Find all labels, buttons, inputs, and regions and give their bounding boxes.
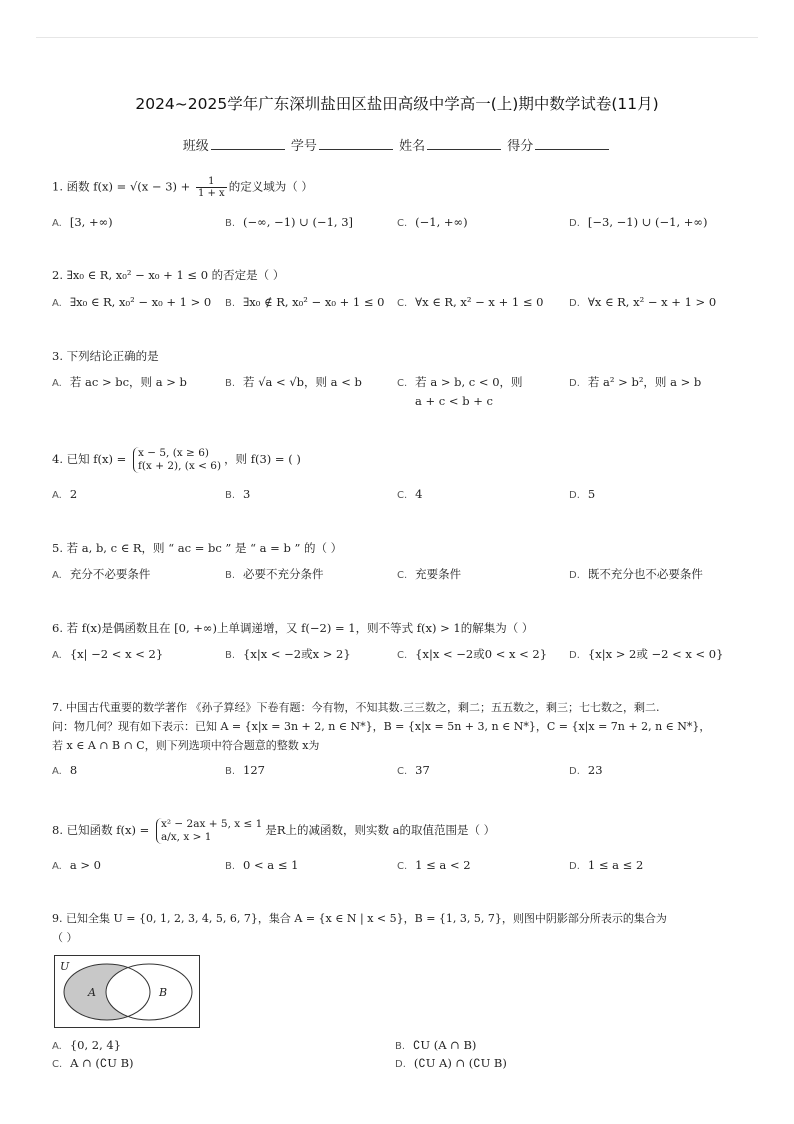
option-label: C.	[397, 650, 408, 661]
option-text: ∁U (A ∩ B)	[413, 1038, 477, 1052]
option-label: B.	[395, 1041, 406, 1052]
q6-option-b[interactable]	[225, 646, 351, 664]
option-label: D.	[569, 218, 580, 229]
q4-piecewise	[133, 447, 221, 473]
option-label: D.	[569, 378, 580, 389]
q4-option-c[interactable]	[397, 486, 423, 504]
header-rule	[36, 37, 758, 38]
id-field[interactable]	[319, 139, 393, 150]
name-label: 姓名	[399, 139, 426, 154]
option-label: C.	[397, 490, 408, 501]
option-text: 127	[243, 763, 265, 777]
option-text: 1 ≤ a < 2	[415, 858, 471, 872]
option-label: C.	[52, 1059, 63, 1070]
venn-b-label: B	[159, 986, 168, 999]
q4-case-1: x − 5, (x ≥ 6)	[137, 447, 209, 459]
question-2-stem: 2. ∃x₀ ∈ R, x₀² − x₀ + 1 ≤ 0 的否定是（ ）	[52, 268, 285, 282]
option-label: A.	[52, 218, 62, 229]
q1-stem-start: 1. 函数 f(x) = √(x − 3) +	[52, 179, 194, 194]
option-text: [3, +∞)	[69, 215, 113, 229]
question-3-stem: 3. 下列结论正确的是	[52, 349, 159, 363]
page-title: 2024~2025学年广东深圳盐田区盐田高级中学高一(上)期中数学试卷(11月)	[135, 95, 659, 113]
option-text: a > 0	[69, 858, 101, 872]
option-label: D.	[569, 570, 580, 581]
option-text: {x|x < −2或x > 2}	[243, 647, 351, 661]
question-7-stem-line1: 7. 中国古代重要的数学著作 《孙子算经》下卷有题：今有物，不知其数.三三数之，剩二；五五数之，剩三；七七数之，剩二.	[52, 701, 660, 714]
option-text: ∀x ∈ R, x² − x + 1 ≤ 0	[415, 295, 544, 309]
q7-option-d[interactable]	[569, 762, 603, 780]
option-text: 0 < a ≤ 1	[243, 858, 299, 872]
option-text: ∃x₀ ∉ R, x₀² − x₀ + 1 ≤ 0	[243, 295, 385, 309]
q3-option-b[interactable]	[225, 374, 362, 392]
option-text: 2	[69, 487, 78, 501]
id-label: 学号	[290, 139, 317, 154]
q4-case-2: f(x + 2), (x < 6)	[137, 460, 222, 472]
question-9-stem-line1: 9. 已知全集 U = {0, 1, 2, 3, 4, 5, 6, 7}，集合 A = {x ∈ N | x < 5}，B = {1, 3, 5, 7}，则图中阴影部分所表示的集合为	[52, 912, 667, 925]
option-text: A ∩ (∁U B)	[70, 1056, 134, 1070]
option-text: ∃x₀ ∈ R, x₀² − x₀ + 1 > 0	[69, 295, 212, 309]
score-field[interactable]	[535, 139, 609, 150]
question-7-stem-line2: 问：物几何？现有如下表示：已知 A = {x|x = 3n + 2, n ∈ N*}，B = {x|x = 5n + 3, n ∈ N*}，C = {x|x = 7n + 2, n ∈ N*}，	[52, 720, 711, 733]
q3-option-c[interactable]	[397, 374, 523, 392]
q7-option-b[interactable]	[225, 762, 265, 780]
option-label: D.	[569, 298, 580, 309]
q2-option-a[interactable]	[52, 294, 211, 312]
q1-frac-num: 1	[196, 176, 227, 188]
question-4-stem	[52, 447, 301, 473]
q1-stem-end: 的定义域为（ ）	[228, 179, 313, 194]
q4-stem-start: 4. 已知 f(x) =	[52, 452, 130, 466]
option-text: {x|x < −2或0 < x < 2}	[415, 647, 548, 661]
option-text: 若 ac > bc，则 a > b	[69, 375, 187, 389]
q4-option-b[interactable]	[225, 486, 250, 504]
option-label: B.	[225, 378, 236, 389]
q8-case-1: x² − 2ax + 5, x ≤ 1	[160, 818, 263, 830]
option-label: D.	[569, 490, 580, 501]
q7-option-a[interactable]	[52, 762, 77, 780]
option-text: 必要不充分条件	[243, 567, 324, 581]
q9-option-a[interactable]	[52, 1037, 121, 1055]
option-text: 若 a > b, c < 0，则	[415, 375, 523, 389]
option-text: 既不充分也不必要条件	[587, 567, 703, 581]
option-label: D.	[569, 650, 580, 661]
q1-fraction	[196, 176, 227, 199]
q9-option-b[interactable]	[395, 1037, 476, 1055]
option-label: A.	[52, 1041, 62, 1052]
option-label: C.	[397, 861, 408, 872]
option-label: B.	[225, 490, 236, 501]
question-8-stem	[52, 818, 495, 844]
option-label: A.	[52, 298, 62, 309]
q6-option-a[interactable]	[52, 646, 163, 664]
option-label: C.	[397, 298, 408, 309]
option-label: C.	[397, 218, 408, 229]
option-label: B.	[225, 570, 236, 581]
q8-option-a[interactable]	[52, 857, 101, 875]
option-text: 若 √a < √b，则 a < b	[243, 375, 362, 389]
option-label: A.	[52, 378, 62, 389]
option-label: D.	[395, 1059, 406, 1070]
option-label: B.	[225, 650, 236, 661]
q3-option-d[interactable]	[569, 374, 701, 392]
venn-svg	[55, 956, 199, 1027]
q1-option-d[interactable]	[569, 214, 707, 232]
option-text: 充分不必要条件	[69, 567, 151, 581]
q2-option-d[interactable]	[569, 294, 716, 312]
option-text: 3	[243, 487, 251, 501]
option-text: 1 ≤ a ≤ 2	[587, 858, 644, 872]
q9-option-d[interactable]	[395, 1055, 507, 1073]
q8-option-c[interactable]	[397, 857, 471, 875]
option-text: 若 a² > b²，则 a > b	[587, 375, 702, 389]
option-label: A.	[52, 570, 62, 581]
name-field[interactable]	[427, 139, 501, 150]
option-label: B.	[225, 218, 236, 229]
option-text: 23	[587, 763, 603, 777]
option-label: B.	[225, 298, 236, 309]
q1-frac-den: 1 + x	[197, 188, 225, 199]
q5-option-a[interactable]	[52, 566, 150, 584]
option-text: (−1, +∞)	[415, 215, 468, 229]
option-text: 5	[587, 487, 596, 501]
q8-stem-end: 是R上的减函数，则实数 a的取值范围是（ ）	[265, 823, 496, 837]
option-label: C.	[397, 378, 408, 389]
question-7-stem-line3: 若 x ∈ A ∩ B ∩ C，则下列选项中符合题意的整数 x为	[52, 739, 320, 752]
question-6-stem: 6. 若 f(x)是偶函数且在 [0, +∞)上单调递增，又 f(−2) = 1，则不等式 f(x) > 1的解集为（ ）	[52, 621, 534, 635]
option-text: ∀x ∈ R, x² − x + 1 > 0	[587, 295, 717, 309]
option-text: (∁U A) ∩ (∁U B)	[413, 1056, 507, 1070]
class-field[interactable]	[211, 139, 285, 150]
q1-option-c[interactable]	[397, 214, 468, 232]
venn-u-label: U	[60, 960, 70, 973]
q5-option-c[interactable]	[397, 566, 461, 584]
option-text: 4	[415, 487, 423, 501]
venn-a-label: A	[88, 986, 96, 999]
q6-option-d[interactable]	[569, 646, 723, 664]
option-text: 37	[415, 763, 430, 777]
option-label: C.	[397, 766, 408, 777]
option-text: {0, 2, 4}	[69, 1038, 122, 1052]
q3-option-a[interactable]	[52, 374, 187, 392]
class-label: 班级	[182, 139, 209, 154]
student-info-line	[0, 135, 794, 154]
q5-option-d[interactable]	[569, 566, 703, 584]
q2-option-b[interactable]	[225, 294, 384, 312]
option-text: 8	[69, 763, 78, 777]
option-label: A.	[52, 650, 62, 661]
question-5-stem: 5. 若 a, b, c ∈ R，则 “ ac = bc ” 是 “ a = b ” 的（ ）	[52, 541, 343, 555]
option-label: B.	[225, 861, 236, 872]
option-label: C.	[397, 570, 408, 581]
option-text: (−∞, −1) ∪ (−1, 3]	[243, 215, 353, 229]
q3-option-c-line2: a + c < b + c	[415, 394, 493, 408]
q8-stem-start: 8. 已知函数 f(x) =	[52, 823, 153, 837]
q9-option-c[interactable]	[52, 1055, 134, 1073]
q1-option-b[interactable]	[225, 214, 353, 232]
q1-option-a[interactable]	[52, 214, 113, 232]
q6-option-c[interactable]	[397, 646, 547, 664]
q7-option-c[interactable]	[397, 762, 430, 780]
q4-option-a[interactable]	[52, 486, 77, 504]
option-label: A.	[52, 490, 62, 501]
option-text: 充要条件	[415, 567, 462, 581]
q4-stem-end: ，则 f(3) = ( )	[224, 452, 301, 466]
option-label: D.	[569, 766, 580, 777]
q4-option-d[interactable]	[569, 486, 595, 504]
q8-piecewise	[156, 818, 262, 844]
option-text: {x| −2 < x < 2}	[69, 647, 164, 661]
option-text: [−3, −1) ∪ (−1, +∞)	[587, 215, 708, 229]
option-text: {x|x > 2或 −2 < x < 0}	[587, 647, 724, 661]
question-9-stem-line2: （ ）	[52, 931, 78, 944]
q2-option-c[interactable]	[397, 294, 543, 312]
q8-option-b[interactable]	[225, 857, 298, 875]
option-label: A.	[52, 861, 62, 872]
option-label: A.	[52, 766, 62, 777]
q8-option-d[interactable]	[569, 857, 643, 875]
venn-diagram	[54, 955, 200, 1028]
option-label: B.	[225, 766, 236, 777]
score-label: 得分	[507, 139, 534, 154]
q8-case-2: a/x, x > 1	[160, 831, 212, 843]
question-1-stem	[52, 176, 313, 199]
q5-option-b[interactable]	[225, 566, 324, 584]
option-label: D.	[569, 861, 580, 872]
